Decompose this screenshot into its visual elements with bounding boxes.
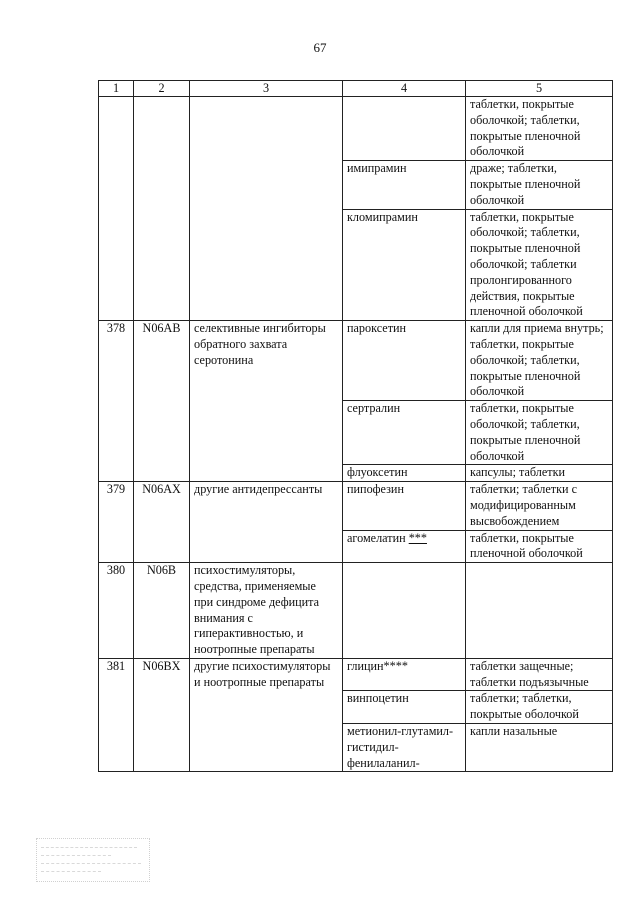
dosage-forms-cell: капсулы; таблетки	[466, 465, 613, 482]
dosage-forms-cell: таблетки, покрытые оболочкой; таблетки, покрытые пленочной оболочкой; таблетки пролонгированного действия, покрытые пленочной оболочкой	[466, 209, 613, 321]
atc-code-cell: N06AX	[134, 482, 190, 563]
drug-name-cell	[343, 563, 466, 659]
atc-code-cell	[134, 97, 190, 321]
dosage-forms-cell: таблетки, покрытые пленочной оболочкой	[466, 530, 613, 563]
table-row	[99, 658, 613, 691]
column-header: 5	[466, 81, 613, 97]
drug-name-cell: метионил-глутамил-гистидил-фенилаланил-	[343, 724, 466, 772]
dosage-forms-cell: таблетки защечные; таблетки подъязычные	[466, 658, 613, 691]
group-name-cell: другие психостимуляторы и ноотропные препараты	[190, 658, 343, 772]
drug-name-cell: винпоцетин	[343, 691, 466, 724]
table-row	[99, 482, 613, 530]
column-header: 1	[99, 81, 134, 97]
column-header: 4	[343, 81, 466, 97]
dosage-forms-cell: таблетки, покрытые оболочкой; таблетки, покрытые пленочной оболочкой	[466, 97, 613, 161]
drug-name-cell: флуоксетин	[343, 465, 466, 482]
dosage-forms-cell: таблетки; таблетки с модифицированным высвобождением	[466, 482, 613, 530]
drug-name-cell: имипрамин	[343, 161, 466, 209]
row-number-cell: 378	[99, 321, 134, 482]
table-row	[99, 97, 613, 161]
row-number-cell: 380	[99, 563, 134, 659]
drug-name: агомелатин	[347, 530, 406, 545]
table-header-row	[99, 81, 613, 97]
group-name-cell: психостимуляторы, средства, применяемые при синдроме дефицита внимания с гиперактивностью, и ноотропные препараты	[190, 563, 343, 659]
group-name-cell: селективные ингибиторы обратного захвата серотонина	[190, 321, 343, 482]
dosage-forms-cell: таблетки, покрытые оболочкой; таблетки, покрытые пленочной оболочкой	[466, 401, 613, 465]
atc-code-cell: N06B	[134, 563, 190, 659]
dosage-forms-cell: капли для приема внутрь; таблетки, покрытые оболочкой; таблетки, покрытые пленочной оболочкой	[466, 321, 613, 401]
drug-name-cell: кломипрамин	[343, 209, 466, 321]
column-header: 3	[190, 81, 343, 97]
atc-code-cell: N06BX	[134, 658, 190, 772]
row-number-cell	[99, 97, 134, 321]
dosage-forms-cell: драже; таблетки, покрытые пленочной оболочкой	[466, 161, 613, 209]
drug-name-cell	[343, 530, 466, 563]
row-number-cell: 381	[99, 658, 134, 772]
faded-stamp	[36, 838, 150, 882]
dosage-forms-cell: таблетки; таблетки, покрытые оболочкой	[466, 691, 613, 724]
drug-name-cell: пипофезин	[343, 482, 466, 530]
dosage-forms-cell	[466, 563, 613, 659]
footnote-mark: ***	[408, 530, 427, 545]
row-number-cell: 379	[99, 482, 134, 563]
drug-name-cell: пароксетин	[343, 321, 466, 401]
group-name-cell	[190, 97, 343, 321]
group-name-cell: другие антидепрессанты	[190, 482, 343, 563]
dosage-forms-cell: капли назальные	[466, 724, 613, 772]
table-row	[99, 563, 613, 659]
atc-code-cell: N06AB	[134, 321, 190, 482]
page-number: 67	[313, 40, 327, 55]
column-header: 2	[134, 81, 190, 97]
table-row	[99, 321, 613, 401]
drug-name-cell: сертралин	[343, 401, 466, 465]
drug-list-table	[98, 80, 613, 772]
drug-name-cell	[343, 97, 466, 161]
drug-name-cell: глицин****	[343, 658, 466, 691]
